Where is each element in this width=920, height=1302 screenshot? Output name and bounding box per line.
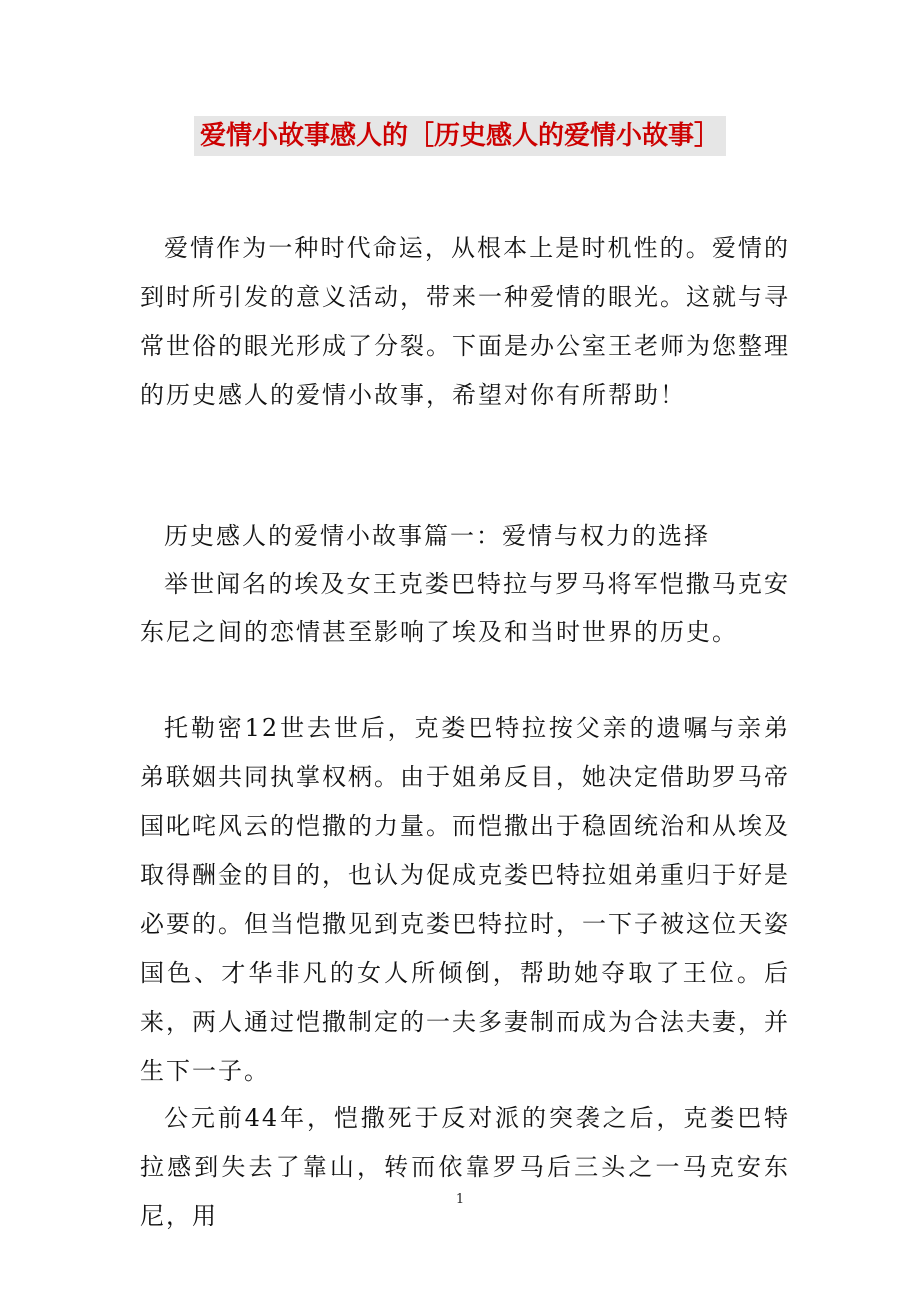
- intro-paragraph: 爱情作为一种时代命运，从根本上是时机性的。爱情的到时所引发的意义活动，带来一种爱情的眼光。这就与寻常世俗的眼光形成了分裂。下面是办公室王老师为您整理的历史感人的爱情小故事，希望对你有所帮助！: [140, 234, 790, 409]
- page-number: 1: [455, 1192, 465, 1207]
- section-block: [140, 512, 790, 656]
- section-paragraph: 举世闻名的埃及女王克娄巴特拉与罗马将军恺撒马克安东尼之间的恋情甚至影响了埃及和当时世界的历史。: [140, 570, 790, 646]
- title-container: [0, 116, 920, 156]
- body-paragraph: 托勒密12世去世后，克娄巴特拉按父亲的遗嘱与亲弟弟联姻共同执掌权柄。由于姐弟反目，她决定借助罗马帝国叱咤风云的恺撒的力量。而恺撒出于稳固统治和从埃及取得酬金的目的，也认为促成克娄巴特拉姐弟重归于好是必要的。但当恺撒见到克娄巴特拉时，一下子被这位天姿国色、才华非凡的女人所倾倒，帮助她夺取了王位。后来，两人通过恺撒制定的一夫多妻制而成为合法夫妻，并生下一子。: [140, 714, 790, 1085]
- document-title: 爱情小故事感人的［历史感人的爱情小故事］: [194, 116, 726, 156]
- body-paragraph: 公元前44年，恺撒死于反对派的突袭之后，克娄巴特拉感到失去了靠山，转而依靠罗马后三头之一马克安东尼，用: [140, 1104, 790, 1230]
- section-heading: 历史感人的爱情小故事篇一：爱情与权力的选择: [164, 522, 710, 550]
